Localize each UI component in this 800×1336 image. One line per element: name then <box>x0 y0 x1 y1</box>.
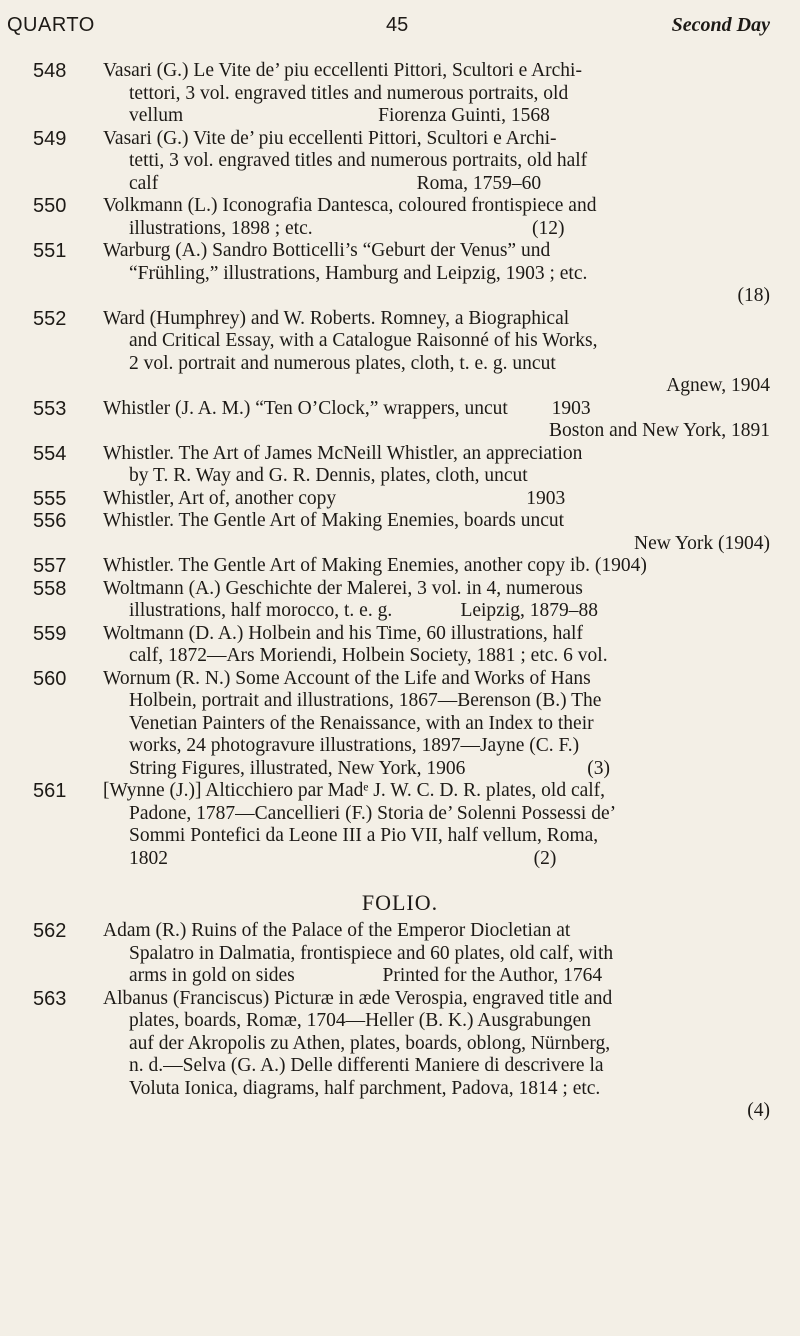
entry-line: by T. R. Way and G. R. Dennis, plates, cloth, uncut <box>129 465 528 486</box>
catalogue-entry <box>0 623 800 668</box>
catalogue-entries <box>0 60 800 1123</box>
entry-line: Woltmann (A.) Geschichte der Malerei, 3 vol. in 4, numerous <box>103 577 583 599</box>
entry-line: Adam (R.) Ruins of the Palace of the Emperor Diocletian at <box>103 920 571 941</box>
page-number: 45 <box>386 14 409 36</box>
entry-line: arms in gold on sides Printed for the Author, 1764 <box>129 965 603 986</box>
lot-number: 549 <box>33 127 67 150</box>
sale-day-label: Second Day <box>671 14 770 36</box>
entry-line: Padone, 1787—Cancellieri (F.) Storia de’ Solenni Possessi de’ <box>129 802 617 824</box>
lot-number: 555 <box>33 487 67 510</box>
entry-line: Whistler, Art of, another copy 1903 <box>103 487 566 509</box>
entry-line: Sommi Pontefici da Leone III a Pio VII, half vellum, Roma, <box>129 825 599 846</box>
entry-line: (18) <box>737 285 770 306</box>
entry-line: Whistler (J. A. M.) “Ten O’Clock,” wrappers, uncut 1903 <box>103 397 591 419</box>
entry-line: String Figures, illustrated, New York, 1906 (3) <box>129 757 610 779</box>
entry-line: illustrations, half morocco, t. e. g. Leipzig, 1879–88 <box>129 600 598 621</box>
lot-number: 551 <box>33 240 67 262</box>
lot-number: 548 <box>33 60 67 82</box>
entry-line: plates, boards, Romæ, 1704—Heller (B. K.) Ausgrabungen <box>129 1010 591 1031</box>
entry-line: Venetian Painters of the Renaissance, with an Index to their <box>129 712 594 734</box>
entry-line: 1802 (2) <box>129 847 557 869</box>
entry-line: Boston and New York, 1891 <box>548 420 770 441</box>
folio-entries <box>0 920 800 1123</box>
entry-line: calf, 1872—Ars Moriendi, Holbein Society, 1881 ; etc. 6 vol. <box>129 645 608 666</box>
lot-number: 552 <box>33 307 67 330</box>
entry-line: and Critical Essay, with a Catalogue Raisonné of his Works, <box>129 330 598 351</box>
entry-line: New York (1904) <box>634 532 770 554</box>
catalogue-entry <box>0 443 800 488</box>
entry-line: tetti, 3 vol. engraved titles and numerous portraits, old half <box>129 150 588 171</box>
page-header <box>0 14 800 44</box>
catalogue-entry <box>0 60 800 128</box>
lot-number: 558 <box>33 577 67 600</box>
entry-line: Whistler. The Gentle Art of Making Enemies, boards uncut <box>103 510 565 531</box>
entry-line: Whistler. The Art of James McNeill Whistler, an appreciation <box>103 442 583 464</box>
catalogue-entry <box>0 128 800 196</box>
entry-line: Whistler. The Gentle Art of Making Enemies, another copy ib. (1904) <box>103 555 647 576</box>
catalogue-entry <box>0 240 800 308</box>
entry-line: 2 vol. portrait and numerous plates, cloth, t. e. g. uncut <box>129 352 556 374</box>
entry-line: Agnew, 1904 <box>666 375 770 396</box>
catalogue-entry <box>0 668 800 781</box>
catalogue-entry <box>0 920 800 988</box>
entry-line: Wornum (R. N.) Some Account of the Life and Works of Hans <box>103 667 591 689</box>
lot-number: 563 <box>33 987 67 1010</box>
catalogue-entry <box>0 488 800 511</box>
lot-number: 560 <box>33 667 67 690</box>
lot-number: 561 <box>33 780 67 802</box>
entry-line: Vasari (G.) Le Vite de’ piu eccellenti Pittori, Scultori e Archi- <box>103 60 582 81</box>
catalogue-entry <box>0 308 800 398</box>
entry-line: works, 24 photogravure illustrations, 1897—Jayne (C. F.) <box>129 735 580 756</box>
catalogue-entry <box>0 988 800 1123</box>
entry-line: n. d.—Selva (G. A.) Delle differenti Maniere di descrivere la <box>129 1055 604 1076</box>
lot-number: 562 <box>33 920 67 942</box>
catalogue-entry <box>0 578 800 623</box>
lot-number: 553 <box>33 397 67 420</box>
lot-number: 550 <box>33 195 67 217</box>
entry-line: Volkmann (L.) Iconografia Dantesca, coloured frontispiece and <box>103 195 597 216</box>
entry-line: Woltmann (D. A.) Holbein and his Time, 60 illustrations, half <box>103 622 583 644</box>
entry-line: Spalatro in Dalmatia, frontispiece and 60 plates, old calf, with <box>129 942 614 964</box>
lot-number: 556 <box>33 510 67 532</box>
entry-line: Vasari (G.) Vite de’ piu eccellenti Pittori, Scultori e Archi- <box>103 127 557 149</box>
catalogue-entry <box>0 195 800 240</box>
catalogue-entry <box>0 555 800 578</box>
quarto-entries <box>0 60 800 870</box>
entry-line: Warburg (A.) Sandro Botticelli’s “Geburt der Venus” und <box>103 240 551 261</box>
entry-line: calf Roma, 1759–60 <box>129 172 542 194</box>
entry-line: tettori, 3 vol. engraved titles and numerous portraits, old <box>129 82 569 104</box>
folio-heading: FOLIO. <box>361 890 439 915</box>
lot-number: 554 <box>33 442 67 465</box>
entry-line: illustrations, 1898 ; etc. (12) <box>129 217 565 239</box>
entry-line: Holbein, portrait and illustrations, 1867—Berenson (B.) The <box>129 690 602 711</box>
entry-line: Albanus (Franciscus) Picturæ in æde Verospia, engraved title and <box>103 987 613 1009</box>
catalogue-entry <box>0 780 800 870</box>
lot-number: 559 <box>33 622 67 645</box>
entry-line: Voluta Ionica, diagrams, half parchment, Padova, 1814 ; etc. <box>129 1077 601 1099</box>
entry-line: (4) <box>747 1100 770 1121</box>
entry-line: [Wynne (J.)] Alticchiero par Madᵉ J. W. C. D. R. plates, old calf, <box>103 780 606 801</box>
lot-number: 557 <box>33 555 67 577</box>
catalogue-entry <box>0 510 800 555</box>
entry-line: auf der Akropolis zu Athen, plates, boards, oblong, Nürnberg, <box>129 1032 611 1054</box>
catalogue-entry <box>0 398 800 443</box>
entry-line: vellum Fiorenza Guinti, 1568 <box>129 105 550 126</box>
section-heading-quarto: QUARTO <box>7 14 95 36</box>
entry-line: Ward (Humphrey) and W. Roberts. Romney, a Biographical <box>103 307 570 329</box>
entry-line: “Frühling,” illustrations, Hamburg and Leipzig, 1903 ; etc. <box>129 262 588 284</box>
